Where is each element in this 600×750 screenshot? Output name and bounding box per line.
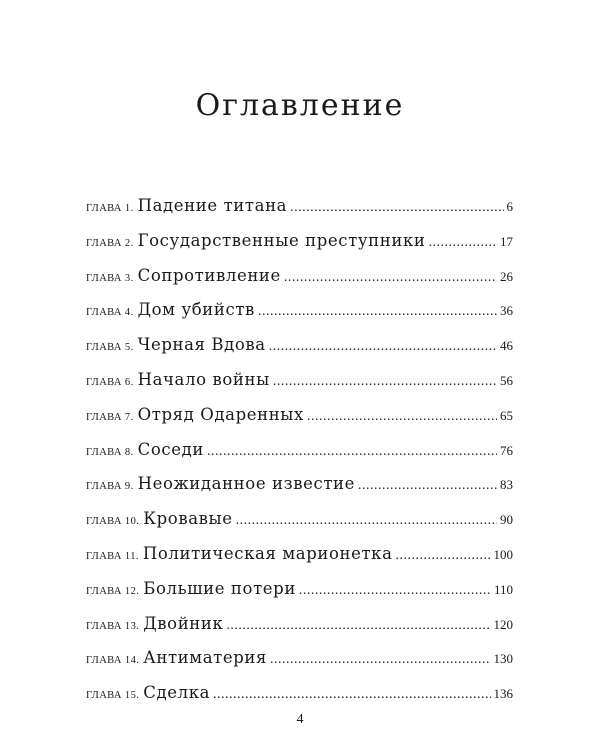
chapter-label: ГЛАВА 11. xyxy=(86,550,139,562)
dot-leader xyxy=(270,652,490,668)
dot-leader xyxy=(226,618,490,634)
toc-entry-2[interactable] xyxy=(86,231,513,266)
dot-leader xyxy=(396,548,491,564)
chapter-label: ГЛАВА 7. xyxy=(86,411,134,423)
dot-leader xyxy=(273,374,497,390)
chapter-page-number: 110 xyxy=(493,581,513,597)
chapter-title: Отряд Одаренных xyxy=(137,404,304,424)
chapter-label: ГЛАВА 4. xyxy=(86,307,134,319)
toc-entry-8[interactable] xyxy=(86,440,513,475)
chapter-title: Кровавые xyxy=(143,509,233,529)
dot-leader xyxy=(258,304,497,320)
toc-entry-6[interactable] xyxy=(86,370,513,405)
chapter-title: Соседи xyxy=(137,439,204,459)
toc-entry-3[interactable] xyxy=(86,266,513,301)
toc-entry-14[interactable] xyxy=(86,648,513,683)
chapter-page-number: 26 xyxy=(500,268,513,284)
chapter-page-number: 83 xyxy=(500,477,513,493)
chapter-title: Двойник xyxy=(143,613,224,633)
chapter-label: ГЛАВА 15. xyxy=(86,690,140,702)
chapter-title: Большие потери xyxy=(143,578,296,598)
chapter-page-number: 136 xyxy=(493,686,513,702)
toc-entry-11[interactable] xyxy=(86,544,513,579)
dot-leader xyxy=(213,687,490,703)
dot-leader xyxy=(307,409,497,425)
page-title: Оглавление xyxy=(195,88,405,123)
dot-leader xyxy=(358,478,497,494)
toc-entry-4[interactable] xyxy=(86,300,513,335)
chapter-page-number: 6 xyxy=(506,199,513,214)
chapter-page-number: 120 xyxy=(493,616,513,632)
toc-entry-5[interactable] xyxy=(86,335,513,370)
chapter-title: Антиматерия xyxy=(143,648,268,668)
chapter-title: Неожиданное известие xyxy=(137,474,356,494)
dot-leader xyxy=(299,583,491,599)
chapter-label: ГЛАВА 3. xyxy=(86,272,134,284)
dot-leader xyxy=(284,270,497,286)
chapter-title: Сделка xyxy=(143,683,211,703)
chapter-label: ГЛАВА 2. xyxy=(86,237,134,249)
chapter-label: ГЛАВА 10. xyxy=(86,516,140,528)
chapter-page-number: 56 xyxy=(500,372,513,388)
chapter-page-number: 17 xyxy=(500,233,513,249)
chapter-page-number: 46 xyxy=(500,338,513,354)
page-number: 4 xyxy=(296,712,304,727)
dot-leader xyxy=(207,444,497,460)
chapter-label: ГЛАВА 5. xyxy=(86,342,134,354)
toc-entry-7[interactable] xyxy=(86,405,513,440)
toc-entry-10[interactable] xyxy=(86,509,513,544)
chapter-label: ГЛАВА 6. xyxy=(86,376,134,388)
chapter-label: ГЛАВА 8. xyxy=(86,446,134,458)
chapter-title: Черная Вдова xyxy=(137,335,266,355)
chapter-page-number: 65 xyxy=(500,407,513,423)
toc-entry-13[interactable] xyxy=(86,614,513,649)
chapter-title: Дом убийств xyxy=(137,300,255,320)
chapter-title: Государственные преступники xyxy=(137,230,426,250)
chapter-page-number: 130 xyxy=(493,651,513,667)
chapter-label: ГЛАВА 1. xyxy=(86,203,134,214)
chapter-label: ГЛАВА 9. xyxy=(86,481,134,493)
chapter-title: Политическая марионетка xyxy=(142,543,393,563)
dot-leader xyxy=(269,339,497,355)
table-of-contents xyxy=(86,196,513,718)
chapter-title: Падение титана xyxy=(137,196,288,215)
dot-leader xyxy=(236,513,497,529)
dot-leader xyxy=(290,200,503,216)
toc-entry-1[interactable] xyxy=(86,196,513,231)
chapter-page-number: 90 xyxy=(500,512,513,528)
chapter-page-number: 76 xyxy=(500,442,513,458)
chapter-label: ГЛАВА 12. xyxy=(86,585,140,597)
chapter-label: ГЛАВА 14. xyxy=(86,655,140,667)
chapter-page-number: 36 xyxy=(500,303,513,319)
chapter-label: ГЛАВА 13. xyxy=(86,620,140,632)
toc-entry-12[interactable] xyxy=(86,579,513,614)
toc-entry-9[interactable] xyxy=(86,474,513,509)
chapter-title: Начало войны xyxy=(137,369,270,389)
chapter-page-number: 100 xyxy=(493,546,513,562)
chapter-title: Сопротивление xyxy=(137,265,281,285)
dot-leader xyxy=(428,235,497,251)
